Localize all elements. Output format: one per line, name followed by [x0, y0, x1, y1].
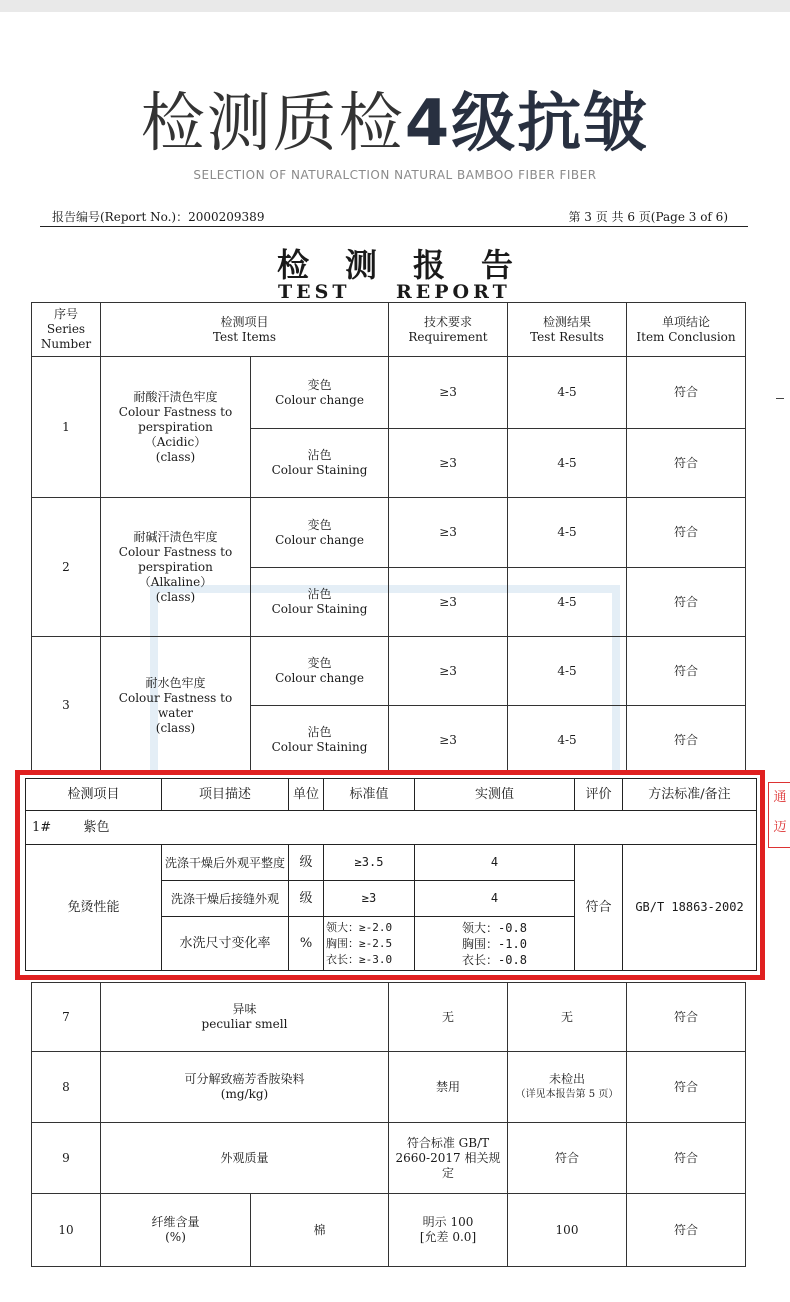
sample-row	[26, 811, 757, 845]
test-item	[101, 637, 251, 775]
test-item	[101, 1194, 251, 1267]
test-item	[101, 357, 251, 498]
result-cell: 4-5	[508, 568, 627, 637]
banner-title	[0, 72, 790, 164]
requirement-cell: ≥3	[389, 357, 508, 429]
sub-item-cn: 变色	[307, 517, 332, 532]
table-row	[26, 845, 757, 881]
requirement-line: 明示 100	[422, 1215, 474, 1229]
measured-cell: 4	[415, 881, 575, 917]
sub-item-cn: 沾色	[307, 725, 332, 739]
conclusion-cell: 符合	[627, 983, 746, 1052]
header-items	[101, 303, 389, 357]
test-item-en: (%)	[165, 1230, 186, 1244]
std-line: 胸围：≥-2.5	[326, 936, 393, 950]
header-series-cn: 序号	[53, 307, 78, 321]
test-item-line: Colour Fastness to water	[118, 690, 233, 720]
result-cell	[508, 1052, 627, 1123]
requirement-cell: ≥3	[389, 706, 508, 775]
sub-item-en: Colour change	[275, 671, 364, 685]
conclusion-cell: 符合	[627, 637, 746, 706]
banner-title-light: 检测质检	[140, 87, 405, 161]
conclusion-cell: 符合	[627, 1194, 746, 1267]
conclusion-cell: 符合	[627, 498, 746, 568]
requirement-cell	[389, 1194, 508, 1267]
result-cell: 100	[508, 1194, 627, 1267]
requirement-line: 2660-2017 相关规	[395, 1150, 501, 1165]
requirement-cell: ≥3	[389, 429, 508, 498]
test-item-line: （Acidic）	[144, 434, 207, 449]
conclusion-cell: 符合	[627, 429, 746, 498]
test-item-cn: 可分解致癌芳香胺染料	[184, 1072, 305, 1086]
sub-item: 棉	[251, 1194, 389, 1267]
conclusion-cell: 符合	[627, 1123, 746, 1194]
test-item-line: (class)	[155, 720, 196, 735]
evaluation-cell: 符合	[575, 845, 623, 971]
header-items-cn: 检测项目	[220, 314, 269, 329]
table-row	[32, 1052, 746, 1123]
sub-item-en: Colour Staining	[271, 602, 368, 616]
std-cell	[324, 917, 415, 971]
sub-item	[251, 429, 389, 498]
result-cell: 4-5	[508, 637, 627, 706]
table-row	[32, 1194, 746, 1267]
header-req-en: Requirement	[408, 329, 488, 344]
row-number: 9	[32, 1123, 101, 1194]
measured-line: 衣长：-0.8	[462, 952, 527, 967]
sub-item-cn: 变色	[307, 377, 332, 392]
header-requirement	[389, 303, 508, 357]
sub-item	[251, 568, 389, 637]
header-results	[508, 303, 627, 357]
row-number: 10	[32, 1194, 101, 1267]
hl-header: 单位	[289, 779, 324, 811]
header-series-en-2: Number	[40, 337, 92, 351]
measured-line: 领大：-0.8	[462, 920, 527, 935]
sample-label	[26, 811, 757, 845]
requirement-cell: ≥3	[389, 498, 508, 568]
banner-title-bold: 4级抗皱	[404, 87, 650, 161]
header-conc-en: Item Conclusion	[636, 329, 736, 344]
conclusion-cell: 符合	[627, 706, 746, 775]
requirement-line: 定	[441, 1165, 454, 1180]
table-row	[32, 498, 746, 568]
wrinkle-test-table	[25, 778, 757, 971]
table-row	[32, 357, 746, 429]
test-item-en: (mg/kg)	[220, 1087, 269, 1101]
conclusion-cell: 符合	[627, 568, 746, 637]
side-mark	[776, 398, 784, 399]
sample-color: 紫色	[83, 820, 110, 835]
result-main: 未检出	[548, 1072, 585, 1086]
requirement-cell	[389, 1123, 508, 1194]
top-bar	[0, 0, 790, 12]
banner-subtitle: SELECTION OF NATURALCTION NATURAL BAMBOO FIBER FIBER	[193, 168, 597, 182]
result-cell: 4-5	[508, 357, 627, 429]
requirement-cell: ≥3	[389, 637, 508, 706]
result-cell: 4-5	[508, 429, 627, 498]
test-item-line: (class)	[155, 449, 196, 464]
header-series-en-1: Series	[46, 322, 86, 336]
test-results-table-continued	[31, 982, 746, 1267]
sub-item	[251, 357, 389, 429]
std-line: 衣长：≥-3.0	[326, 952, 393, 966]
page-info: 第 3 页 共 6 页(Page 3 of 6)	[568, 210, 728, 224]
sub-item	[251, 706, 389, 775]
table-row	[32, 1123, 746, 1194]
table-header-row	[32, 303, 746, 357]
highlight-box	[15, 770, 765, 980]
sub-item-en: Colour Staining	[271, 740, 368, 754]
sub-item-cn: 沾色	[307, 587, 332, 601]
test-item	[101, 498, 251, 637]
header-conc-cn: 单项结论	[662, 314, 711, 329]
row-number: 3	[32, 637, 101, 775]
test-item-line: 耐酸汗渍色牢度	[133, 389, 218, 404]
conclusion-cell: 符合	[627, 357, 746, 429]
result-cell: 4-5	[508, 498, 627, 568]
result-note: （详见本报告第 5 页）	[515, 1089, 619, 1100]
requirement-cell: 无	[389, 983, 508, 1052]
sub-item-en: Colour Staining	[271, 463, 368, 477]
report-title-en-2: REPORT	[396, 281, 511, 303]
test-item-line: （Alkaline）	[138, 574, 213, 589]
test-item	[101, 1052, 389, 1123]
header-req-cn: 技术要求	[424, 314, 473, 329]
test-item-line: 耐水色牢度	[145, 675, 206, 690]
test-item-line: (class)	[155, 589, 196, 604]
test-item-line: perspiration	[138, 419, 213, 434]
test-item-line: 耐碱汗渍色牢度	[133, 529, 218, 544]
hl-header: 评价	[575, 779, 623, 811]
header-res-cn: 检测结果	[543, 314, 592, 329]
test-item-cn: 纤维含量	[151, 1215, 200, 1229]
result-cell: 无	[508, 983, 627, 1052]
table-row	[32, 637, 746, 706]
requirement-line: [允差 0.0]	[419, 1230, 477, 1244]
report-title-cn: 检测报告	[276, 246, 549, 284]
unit-cell: 级	[289, 845, 324, 881]
desc-cell: 洗涤干燥后接缝外观	[162, 881, 289, 917]
measured-cell: 4	[415, 845, 575, 881]
sub-item-en: Colour change	[275, 532, 364, 547]
header-divider	[40, 226, 748, 227]
measured-cell	[415, 917, 575, 971]
requirement-cell: 禁用	[389, 1052, 508, 1123]
header-items-en: Test Items	[212, 329, 277, 344]
conclusion-cell: 符合	[627, 1052, 746, 1123]
row-number: 1	[32, 357, 101, 498]
desc-cell: 水洗尺寸变化率	[162, 917, 289, 971]
header-series	[32, 303, 101, 357]
std-cell: ≥3.5	[324, 845, 415, 881]
hl-header: 标准值	[324, 779, 415, 811]
highlight-header-row	[26, 779, 757, 811]
test-item	[101, 983, 389, 1052]
test-item-line: Colour Fastness to	[118, 404, 233, 419]
requirement-line: 符合标准 GB/T	[406, 1135, 490, 1150]
hl-header: 检测项目	[26, 779, 162, 811]
result-cell: 符合	[508, 1123, 627, 1194]
sub-item-cn: 变色	[307, 656, 332, 670]
test-item-cn: 异味	[232, 1002, 257, 1016]
test-results-table	[31, 302, 746, 775]
report-title-en-1: TEST	[278, 281, 351, 303]
test-item-en: peculiar smell	[201, 1017, 288, 1031]
hl-header: 方法标准/备注	[623, 779, 757, 811]
sub-item	[251, 637, 389, 706]
row-number: 8	[32, 1052, 101, 1123]
hl-header: 实测值	[415, 779, 575, 811]
category-cell: 免烫性能	[26, 845, 162, 971]
sample-no: 1#	[32, 820, 52, 835]
header-conclusion	[627, 303, 746, 357]
std-line: 领大：≥-2.0	[326, 920, 393, 934]
side-stamp: 通 迈	[768, 782, 790, 848]
unit-cell: %	[289, 917, 324, 971]
header-res-en: Test Results	[530, 329, 604, 344]
measured-line: 胸围：-1.0	[462, 936, 527, 951]
std-cell: ≥3	[324, 881, 415, 917]
sub-item-en: Colour change	[275, 392, 364, 407]
test-item-line: perspiration	[138, 559, 213, 574]
test-item: 外观质量	[101, 1123, 389, 1194]
test-item-line: Colour Fastness to	[118, 544, 233, 559]
sub-item-cn: 沾色	[307, 448, 332, 462]
row-number: 2	[32, 498, 101, 637]
row-number: 7	[32, 983, 101, 1052]
method-cell: GB/T 18863-2002	[623, 845, 757, 971]
hl-header: 项目描述	[162, 779, 289, 811]
desc-cell: 洗涤干燥后外观平整度	[162, 845, 289, 881]
table-row	[32, 983, 746, 1052]
requirement-cell: ≥3	[389, 568, 508, 637]
sub-item	[251, 498, 389, 568]
result-cell: 4-5	[508, 706, 627, 775]
unit-cell: 级	[289, 881, 324, 917]
report-number: 报告编号(Report No.)：2000209389	[52, 210, 265, 224]
